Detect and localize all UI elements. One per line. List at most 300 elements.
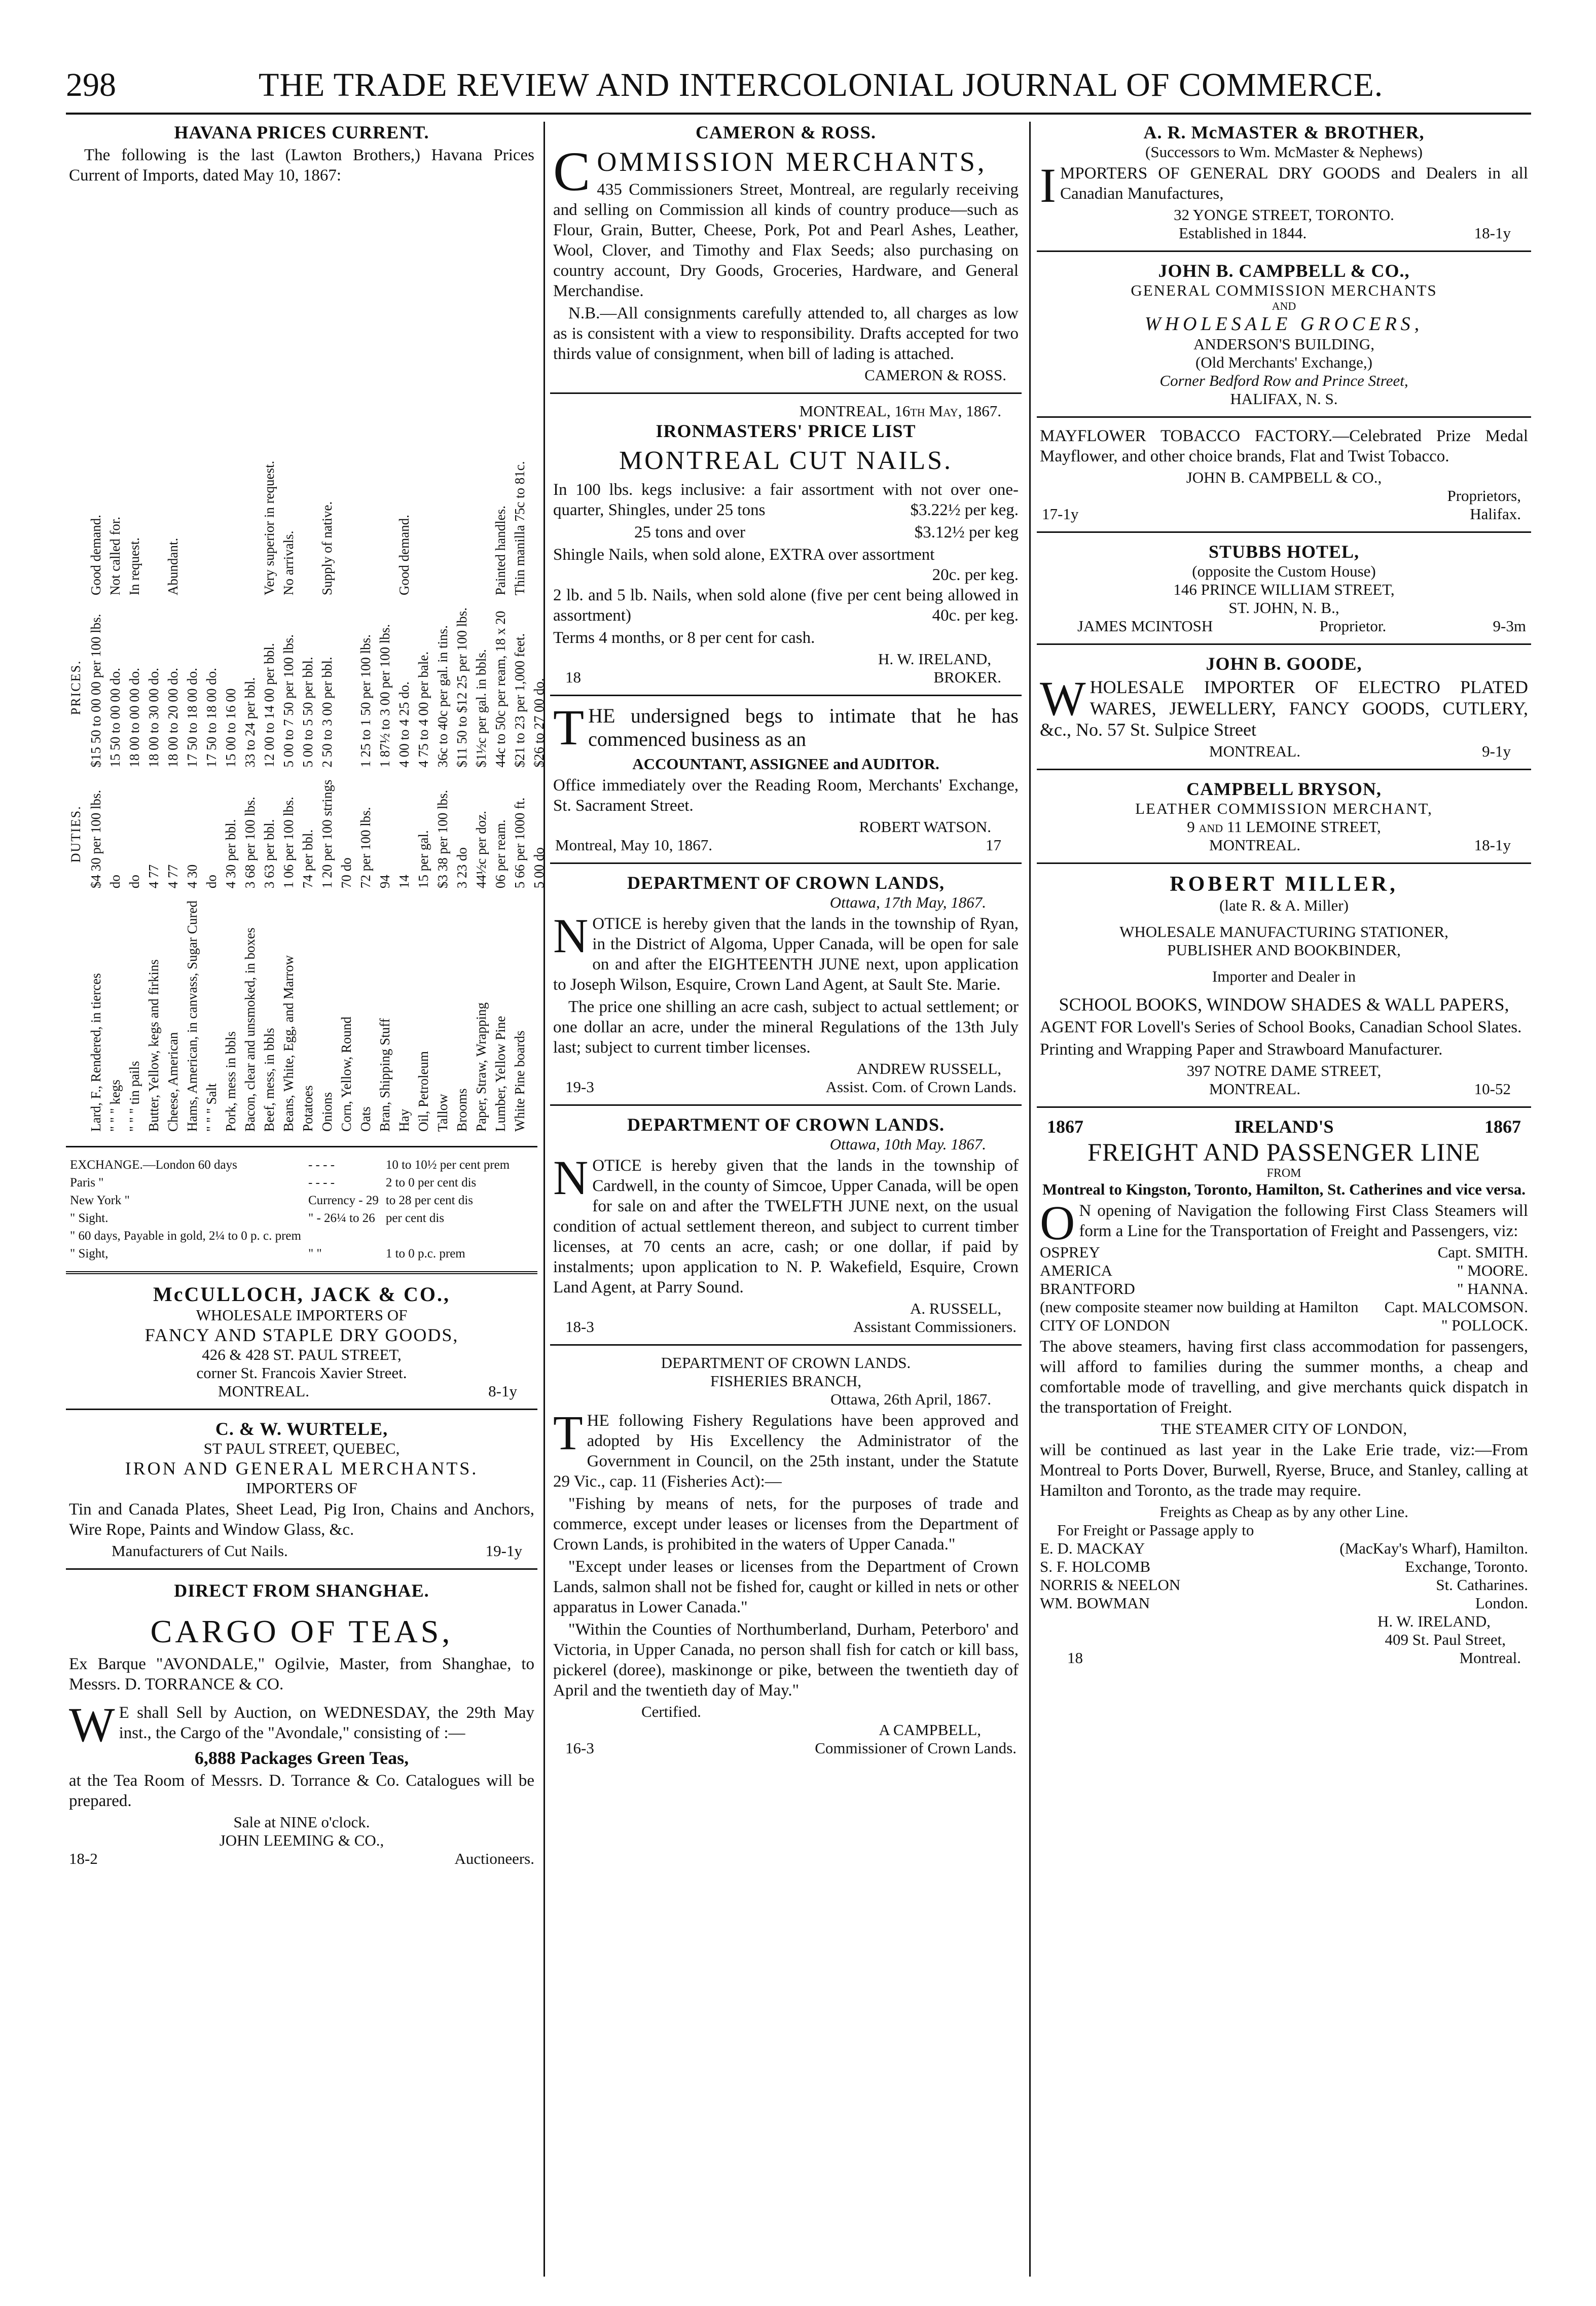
cameron-title: OMMISSION MERCHANTS, — [597, 147, 987, 177]
ireland-text2: The above steamers, having first class accommodation for passengers, will afford to families during the summer months, a cheap and comfortable mode of travelling, and give merchants quick dispatch in the transportation of Freight. — [1040, 1338, 1528, 1417]
ship-row — [1040, 1298, 1528, 1316]
remark — [356, 455, 375, 601]
mayflower-ad — [1037, 426, 1531, 523]
miller-l2: WHOLESALE MANUFACTURING STATIONER, — [1119, 923, 1448, 941]
ireland-ref: 18 — [1067, 1649, 1083, 1667]
remark: Thin manilla 75c to 81c. — [512, 461, 527, 596]
duty-value: 74 per bbl. — [300, 829, 315, 889]
teas-title: CARGO OF TEAS, — [150, 1613, 453, 1649]
exchange-cell — [383, 1228, 513, 1244]
price-row — [202, 455, 221, 1138]
goode-dropcap: W — [1040, 671, 1086, 726]
mayflower-role: Proprietors, — [1447, 487, 1521, 505]
exchange-cell: 2 to 0 per cent dis — [385, 1176, 477, 1190]
item-name: Hay — [396, 1109, 412, 1132]
mayflower-text: MAYFLOWER TOBACCO FACTORY.—Celebrated Prize Medal Mayflower, and other choice brands, Flat and Twist Tobacco. — [1040, 427, 1528, 465]
ireland-from: FROM — [1266, 1167, 1301, 1180]
price-row — [510, 455, 529, 1138]
remark: Very superior in request. — [262, 460, 277, 596]
ship-row-cell: BRANTFORD — [1040, 1280, 1135, 1298]
duty-value: 5 00 do — [531, 847, 547, 889]
stubbs-proprietor: JAMES MCINTOSH — [1077, 617, 1213, 635]
teas-count: 6,888 Packages Green Teas, — [194, 1748, 409, 1768]
column-divider — [1029, 122, 1031, 2277]
miller-l3: PUBLISHER AND BOOKBINDER, — [1167, 941, 1401, 959]
ireland-year-left: 1867 — [1047, 1116, 1083, 1137]
duty-value: 3 63 per bbl. — [262, 819, 277, 889]
journal-title: THE TRADE REVIEW AND INTERCOLONIAL JOURNAL OF COMMERCE. — [259, 66, 1384, 103]
bryson-l2: 9 and 11 LEMOINE STREET, — [1187, 818, 1381, 836]
item-name: Lumber, Yellow Pine — [493, 1016, 508, 1132]
price-row — [452, 455, 471, 1138]
stubbs-ad — [1037, 541, 1531, 635]
divider — [66, 1568, 537, 1570]
cameron-text: 435 Commissioners Street, Montreal, are regularly receiving and selling on Commission all kinds of country produce—such as Flour, Grain, Butter, Cheese, Pork, Pot and Pearl Ashes, Leather, Wool, Clover, and Timothy and Flax Seeds; also purchasing on country account, Dry Goods, Groceries, Hardware, and General Merchandise. — [553, 181, 1019, 300]
mcculloch-ref: 8-1y — [488, 1382, 517, 1400]
price-row — [279, 455, 298, 1138]
divider — [550, 1344, 1022, 1346]
ireland-ad — [1037, 1116, 1531, 1667]
exchange-row — [67, 1192, 513, 1209]
goode-ref: 9-1y — [1482, 742, 1511, 760]
miller-l1: (late R. & A. Miller) — [1219, 896, 1349, 914]
nails-ref: 18 — [565, 668, 581, 686]
nails-p1-value: $3.22½ per keg. — [910, 501, 1019, 519]
nails-p2: 25 tons and over — [634, 523, 746, 542]
havana-price-table — [66, 190, 547, 1138]
agent-row-cell: WM. BOWMAN — [1040, 1594, 1150, 1612]
goode-heading: JOHN B. GOODE, — [1206, 654, 1362, 674]
remark — [183, 455, 202, 601]
duty-value: 3 23 do — [454, 847, 469, 889]
price-value: 2 50 to 3 00 per bbl. — [319, 657, 335, 768]
duty-value: 44½c per doz. — [474, 811, 489, 889]
bryson-ad — [1037, 778, 1531, 854]
miller-ad — [1037, 872, 1531, 1098]
fisheries-q3: "Within the Counties of Northumberland, Durham, Peterboro' and Victoria, in Upper Canada, no person shall fish for catch or kill bass, pickerel (doree), maskinonge or pike, between the twentieth day of April and the twentieth day of May." — [553, 1620, 1019, 1700]
wurtele-importers: IMPORTERS OF — [246, 1479, 357, 1497]
fisheries-heading: DEPARTMENT OF CROWN LANDS. — [661, 1354, 911, 1372]
watson-sign: ROBERT WATSON. — [859, 818, 991, 836]
duty-value: 4 30 — [185, 864, 200, 889]
ireland-year-right: 1867 — [1484, 1116, 1521, 1137]
exchange-row — [67, 1174, 513, 1191]
fisheries-date: Ottawa, 26th April, 1867. — [830, 1390, 991, 1408]
exchange-cell: 1 to 0 p.c. prem — [385, 1247, 465, 1260]
price-row — [317, 455, 337, 1138]
teas-where: at the Tea Room of Messrs. D. Torrance & Co. Catalogues will be prepared. — [69, 1772, 534, 1810]
remark: Good demand. — [396, 515, 412, 596]
item-name: Potatoes — [300, 1085, 315, 1132]
divider — [550, 695, 1022, 696]
agent-row — [1040, 1539, 1528, 1558]
crown1-role: Assist. Com. of Crown Lands. — [825, 1078, 1017, 1096]
exchange-cell: EXCHANGE.—London 60 days — [70, 1158, 237, 1172]
cameron-dropcap: C — [553, 140, 593, 202]
stubbs-l3: ST. JOHN, N. B., — [1228, 599, 1339, 617]
exchange-cell: " - 26¼ to 26 — [308, 1211, 375, 1225]
nails-p2-value: $3.12½ per keg — [914, 523, 1019, 542]
price-row — [221, 455, 240, 1138]
price-value — [337, 601, 356, 773]
mcculloch-corner: corner St. Francois Xavier Street. — [196, 1364, 407, 1382]
page-number: 298 — [66, 66, 116, 103]
ireland-sign: H. W. IRELAND, — [1377, 1612, 1491, 1630]
wurtele-text: Tin and Canada Plates, Sheet Lead, Pig Iron, Chains and Anchors, Wire Rope, Paints and Window Glass, &c. — [69, 1500, 534, 1539]
duty-value: 4 77 — [146, 864, 161, 889]
remark: Not called for. — [107, 516, 123, 596]
crown1-text2: The price one shilling an acre cash, subject to actual settlement; or one dollar an acre, under the mineral Regulations of the 13th July last; subject to current timber licenses. — [553, 998, 1019, 1057]
item-name: Beef, mess, in bbls — [262, 1028, 277, 1132]
mcmaster-address: 32 YONGE STREET, TORONTO. — [1174, 206, 1394, 224]
exchange-row — [67, 1245, 513, 1262]
stubbs-role: Proprietor. — [1319, 617, 1387, 635]
fisheries-text: HE following Fishery Regulations have been approved and adopted by His Excellency the Administrator of the Government in Council, on the 25th instant, under the Statute 29 Vic., cap. 11 (Fisheries Act):— — [553, 1412, 1019, 1491]
remark: In request. — [127, 537, 142, 596]
stubbs-heading: STUBBS HOTEL, — [1208, 542, 1360, 562]
crown1-dropcap: N — [553, 909, 589, 963]
ship-row-cell: Capt. SMITH. — [1437, 1243, 1528, 1261]
price-value: 18 00 to 20 00 do. — [165, 668, 180, 768]
duty-value: 94 — [377, 875, 392, 889]
price-row — [163, 455, 183, 1138]
nails-sign: H. W. IRELAND, — [878, 650, 991, 668]
price-value: 17 50 to 18 00 do. — [204, 668, 219, 768]
mcculloch-goods: FANCY AND STAPLE DRY GOODS, — [144, 1325, 459, 1345]
price-row — [125, 455, 144, 1138]
prices-heading: PRICES. — [68, 660, 83, 715]
price-row — [298, 455, 317, 1138]
ship-row-cell: " POLLOCK. — [1441, 1316, 1528, 1334]
column-3 — [1037, 122, 1531, 2282]
duty-value: 3 68 per 100 lbs. — [242, 797, 258, 889]
item-name: Hams, American, in canvass, Sugar Cured — [185, 900, 200, 1132]
price-value: $1½c per gal. in bbls. — [474, 649, 489, 768]
price-value: 1 87½ to 3 00 per 100 lbs. — [377, 624, 392, 768]
ireland-title: FREIGHT AND PASSENGER LINE — [1087, 1138, 1480, 1166]
crown1-date: Ottawa, 17th May, 1867. — [829, 893, 986, 911]
price-row — [183, 455, 202, 1138]
item-name: Oil, Petroleum — [416, 1051, 431, 1132]
item-name: " " " kegs — [107, 1079, 123, 1132]
campbell-heading: JOHN B. CAMPBELL & CO., — [1158, 261, 1410, 281]
goode-text: HOLESALE IMPORTER OF ELECTRO PLATED WARES, JEWELLERY, FANCY GOODS, CUTLERY, &c., No. 57 St. Sulpice Street — [1040, 677, 1528, 740]
bryson-heading: CAMPBELL BRYSON, — [1186, 779, 1382, 799]
goode-ad — [1037, 653, 1531, 761]
ireland-ship-list — [1040, 1243, 1528, 1335]
campbell-l7: HALIFAX, N. S. — [1230, 390, 1338, 408]
remark: Supply of native. — [319, 501, 335, 596]
price-row — [433, 455, 452, 1138]
duty-value: 15 per gal. — [416, 830, 431, 889]
ship-row-cell: AMERICA — [1040, 1262, 1112, 1279]
price-row — [471, 455, 491, 1138]
remark — [433, 455, 452, 601]
divider — [550, 392, 1022, 394]
ireland-apply: For Freight or Passage apply to — [1057, 1521, 1254, 1539]
divider — [1037, 250, 1531, 252]
stubbs-l1: (opposite the Custom House) — [1192, 562, 1376, 580]
teas-dropcap: W — [69, 1698, 115, 1752]
ireland-city: Montreal. — [1459, 1649, 1521, 1667]
nails-ad — [550, 402, 1022, 687]
mcculloch-ad — [66, 1282, 537, 1400]
crown-lands-notice-1 — [550, 872, 1022, 1096]
agent-row-cell: London. — [1475, 1594, 1528, 1612]
nails-p3: Shingle Nails, when sold alone, EXTRA over assortment — [553, 546, 935, 564]
price-row — [337, 455, 356, 1138]
miller-heading: ROBERT MILLER, — [1170, 873, 1398, 896]
exchange-cell: " " — [308, 1247, 322, 1260]
price-value: 15 00 to 16 00 — [223, 688, 238, 768]
teas-text: E shall Sell by Auction, on WEDNESDAY, the 29th May inst., the Cargo of the "Avondale," consisting of :— — [119, 1704, 534, 1742]
duty-value: $4 30 per 100 lbs. — [88, 789, 103, 889]
price-row — [144, 455, 163, 1138]
price-value: 17 50 to 18 00 do. — [185, 668, 200, 768]
ireland-dropcap: O — [1040, 1196, 1075, 1250]
duty-value: 72 per 100 lbs. — [358, 807, 373, 889]
divider — [1037, 531, 1531, 533]
remark — [221, 455, 240, 601]
nails-p4-value: 40c. per keg. — [932, 606, 1019, 625]
campbell-l5: (Old Merchants' Exchange,) — [1195, 353, 1373, 371]
mcculloch-address: 426 & 428 ST. PAUL STREET, — [202, 1346, 402, 1363]
divider — [66, 1146, 537, 1147]
price-value: 12 00 to 14 00 per bbl. — [262, 643, 277, 768]
nails-p4: 2 lb. and 5 lb. Nails, when sold alone (five per cent being allowed in assortment) — [553, 586, 1019, 625]
duty-value: do — [107, 875, 123, 889]
price-row — [529, 455, 549, 1138]
remark — [414, 455, 433, 601]
item-name: " " " tin pails — [127, 1061, 142, 1132]
fisheries-notice — [550, 1354, 1022, 1757]
ireland-address: 409 St. Paul Street, — [1385, 1631, 1506, 1648]
exchange-table — [66, 1156, 514, 1263]
mcculloch-city: MONTREAL. — [218, 1382, 309, 1400]
miller-l4: Importer and Dealer in — [1212, 967, 1356, 985]
teas-heading: DIRECT FROM SHANGHAE. — [174, 1580, 429, 1601]
miller-l7: Printing and Wrapping Paper and Strawboard Manufacturer. — [1040, 1040, 1443, 1059]
item-name: Pork, mess in bbls — [223, 1031, 238, 1132]
wurtele-mfr: Manufacturers of Cut Nails. — [112, 1542, 288, 1560]
item-name: Lard, F., Rendered, in tierces — [88, 973, 103, 1132]
watson-ref: 17 — [986, 836, 1001, 854]
price-value: $26 to 27 00 do. — [531, 678, 547, 768]
price-value: 4 75 to 4 00 per bale. — [416, 651, 431, 768]
agent-row-cell: E. D. MACKAY — [1040, 1539, 1145, 1557]
price-row — [86, 455, 105, 1138]
exchange-cell: Currency - 29 — [308, 1194, 379, 1207]
cameron-sign: CAMERON & ROSS. — [864, 366, 1006, 384]
nails-heading: IRONMASTERS' PRICE LIST — [656, 421, 916, 441]
item-name: Onions — [319, 1092, 335, 1132]
nails-role: BROKER. — [933, 668, 1001, 686]
crown1-text: OTICE is hereby given that the lands in the township of Ryan, in the District of Algoma, Upper Canada, will be open for sale on and after the EIGHTEENTH JUNE next, upon application to Joseph Wilson, Esquire, Crown Land Agent, at Sault Ste. Marie. — [553, 915, 1019, 994]
watson-office: Office immediately over the Reading Room, Merchants' Exchange, St. Sacrament Street. — [553, 776, 1019, 815]
remark — [202, 455, 221, 601]
fisheries-role: Commissioner of Crown Lands. — [815, 1739, 1017, 1757]
divider — [550, 1104, 1022, 1106]
teas-ref: 18-2 — [69, 1850, 98, 1867]
exchange-row — [67, 1157, 513, 1173]
watson-dropcap: T — [553, 699, 585, 755]
nails-title: MONTREAL CUT NAILS. — [619, 446, 953, 475]
item-name: Butter, Yellow, kegs and firkins — [146, 959, 161, 1132]
divider — [1037, 643, 1531, 645]
cameron-ad — [550, 122, 1022, 384]
ship-row — [1040, 1316, 1528, 1335]
price-value: 15 50 to 00 00 do. — [107, 668, 123, 768]
exchange-cell: per cent dis — [385, 1211, 445, 1225]
column-1 — [66, 122, 547, 2282]
duty-value: 14 — [396, 875, 412, 889]
price-row — [105, 455, 125, 1138]
price-row — [260, 455, 279, 1138]
fisheries-dropcap: T — [553, 1406, 583, 1460]
divider — [66, 1271, 537, 1274]
ireland-agent-list — [1040, 1539, 1528, 1612]
duty-value: $3 38 per 100 lbs. — [435, 789, 450, 889]
remark: Good demand. — [88, 515, 103, 596]
crown2-ref: 18-3 — [565, 1318, 594, 1336]
crown2-date: Ottawa, 10th May. 1867. — [829, 1135, 986, 1153]
column-2 — [550, 122, 1022, 2282]
agent-row — [1040, 1576, 1528, 1594]
crown2-heading: DEPARTMENT OF CROWN LANDS. — [627, 1114, 945, 1135]
exchange-cell: New York " — [70, 1194, 130, 1207]
remark — [471, 455, 491, 601]
mcmaster-dropcap: I — [1040, 158, 1056, 212]
nails-date: MONTREAL, 16th May, 1867. — [799, 402, 1001, 420]
item-name: White Pine boards — [512, 1030, 527, 1132]
price-value: 5 00 to 7 50 per 100 lbs. — [281, 634, 296, 768]
bryson-city: MONTREAL. — [1209, 836, 1300, 854]
fisheries-certified: Certified. — [641, 1703, 701, 1720]
price-value: 18 00 to 00 00 do. — [127, 668, 142, 768]
goode-city: MONTREAL. — [1209, 742, 1300, 760]
price-value: 4 00 to 4 25 do. — [396, 681, 412, 768]
exchange-row — [67, 1228, 513, 1244]
ship-row-cell: " HANNA. — [1457, 1280, 1528, 1298]
crown2-role: Assistant Commissioners. — [853, 1318, 1017, 1336]
fisheries-branch: FISHERIES BRANCH, — [710, 1372, 861, 1390]
item-name: Tallow — [435, 1094, 450, 1132]
campbell-l3: WHOLESALE GROCERS, — [1144, 313, 1424, 335]
fisheries-ref: 16-3 — [565, 1739, 594, 1757]
mayflower-ref: 17-1y — [1042, 505, 1079, 523]
duty-value: 5 66 per 1000 ft. — [512, 797, 527, 889]
teas-sale: Sale at NINE o'clock. — [233, 1813, 370, 1831]
price-value: $15 50 to 00 00 per 100 lbs. — [88, 614, 103, 768]
remark — [298, 455, 317, 601]
divider — [1037, 1106, 1531, 1108]
teas-ad — [66, 1580, 537, 1868]
price-row — [240, 455, 260, 1138]
item-name — [529, 894, 549, 1138]
mcmaster-ref: 18-1y — [1474, 224, 1511, 242]
ship-row-cell: (new composite steamer now building at Hamilton — [1040, 1298, 1359, 1316]
item-name: Corn, Yellow, Round — [339, 1016, 354, 1132]
watson-role: ACCOUNTANT, ASSIGNEE and AUDITOR. — [632, 755, 939, 773]
agent-row-cell: NORRIS & NEELON — [1040, 1576, 1181, 1594]
exchange-cell: 10 to 10½ per cent prem — [385, 1158, 510, 1172]
havana-table-wrap — [66, 190, 547, 1138]
divider — [66, 1409, 537, 1410]
watson-ad — [550, 699, 1022, 854]
duty-value: do — [127, 875, 142, 889]
watson-date: Montreal, May 10, 1867. — [555, 836, 712, 854]
wurtele-trade: IRON AND GENERAL MERCHANTS. — [125, 1458, 479, 1479]
divider — [1037, 769, 1531, 770]
remark — [452, 455, 471, 601]
ireland-sub: THE STEAMER CITY OF LONDON, — [1160, 1420, 1407, 1437]
crown2-sign: A. RUSSELL, — [910, 1300, 1001, 1317]
stubbs-ref: 9-3m — [1493, 617, 1526, 635]
ireland-text3: will be continued as last year in the Lake Erie trade, viz:—From Montreal to Ports Dover, Burwell, Ryerse, Bruce, and Stanley, calling at Hamilton and Toronto, as the trade may require. — [1040, 1441, 1528, 1500]
ireland-cheap: Freights as Cheap as by any other Line. — [1159, 1503, 1408, 1521]
price-value: 1 25 to 1 50 per 100 lbs. — [358, 634, 373, 768]
exchange-cell: " 60 days, Payable in gold, 2¼ to 0 p. c. prem — [70, 1229, 301, 1243]
bryson-l1: LEATHER COMMISSION MERCHANT, — [1135, 800, 1433, 817]
cameron-nb: N.B.—All consignments carefully attended to, all charges as low as is consistent with a view to responsibility. Drafts accepted for two thirds value of consignment, when bill of lading is attached. — [553, 304, 1019, 363]
duty-value: 4 30 per bbl. — [223, 819, 238, 889]
fisheries-sign: A CAMPBELL, — [879, 1721, 981, 1739]
remark: No arrivals. — [281, 530, 296, 596]
fisheries-q1: "Fishing by means of nets, for the purposes of trade and commerce, except under leases or licenses from the Department of Crown Lands, is prohibited in the waters of Upper Canada." — [553, 1495, 1019, 1554]
cameron-heading: CAMERON & ROSS. — [695, 122, 876, 142]
ireland-heading: IRELAND'S — [1234, 1116, 1334, 1137]
item-name: " " " Salt — [204, 1083, 219, 1132]
miller-l6: AGENT FOR Lovell's Series of School Books, Canadian School Slates. — [1040, 1018, 1522, 1036]
exchange-row — [67, 1210, 513, 1227]
price-row — [491, 455, 510, 1138]
miller-city: MONTREAL. — [1209, 1080, 1300, 1098]
nails-p1: In 100 lbs. kegs inclusive: a fair assortment with not over one-quarter, Shingles, under 25 tons — [553, 481, 1019, 519]
ship-row-cell: " MOORE. — [1457, 1262, 1528, 1279]
stubbs-l2: 146 PRINCE WILLIAM STREET, — [1173, 581, 1395, 598]
ireland-text: N opening of Navigation the following First Class Steamers will form a Line for the Transportation of Freight and Passengers, viz: — [1079, 1202, 1528, 1240]
watson-text: HE undersigned begs to intimate that he has commenced business as an — [588, 704, 1019, 750]
ship-row-cell: OSPREY — [1040, 1243, 1100, 1261]
teas-sub: Ex Barque "AVONDALE," Ogilvie, Master, from Shanghae, to Messrs. D. TORRANCE & CO. — [69, 1655, 534, 1694]
fisheries-q2: "Except under leases or licenses from the Department of Crown Lands, salmon shall not be fished for, caught or killed in nets or other apparatus in Lower Canada." — [553, 1558, 1019, 1616]
price-value: $21 to 23 per 1,000 feet. — [512, 633, 527, 768]
ship-row — [1040, 1262, 1528, 1280]
mcmaster-text: MPORTERS OF GENERAL DRY GOODS and Dealers in all Canadian Manufactures, — [1060, 164, 1528, 203]
havana-heading: HAVANA PRICES CURRENT. — [174, 122, 429, 142]
mcmaster-ad — [1037, 122, 1531, 242]
crown1-ref: 19-3 — [565, 1078, 594, 1096]
havana-intro: The following is the last (Lawton Brothers,) Havana Prices Current of Imports, dated May 10, 1867: — [69, 146, 534, 185]
mcmaster-est: Established in 1844. — [1179, 224, 1307, 242]
campbell-l4: ANDERSON'S BUILDING, — [1193, 335, 1374, 353]
agent-row-cell: St. Catharines. — [1436, 1576, 1528, 1594]
crown1-heading: DEPARTMENT OF CROWN LANDS, — [627, 873, 945, 893]
item-name: Oats — [358, 1106, 373, 1132]
page-header — [66, 61, 1531, 112]
campbell-l6: Corner Bedford Row and Prince Street, — [1159, 372, 1408, 389]
exchange-cell: " Sight. — [70, 1211, 108, 1225]
ship-row — [1040, 1280, 1528, 1298]
agent-row — [1040, 1594, 1528, 1612]
agent-row-cell: Exchange, Toronto. — [1405, 1558, 1528, 1575]
exchange-cell: to 28 per cent dis — [385, 1194, 474, 1207]
item-name: Paper, Straw, Wrapping — [474, 1002, 489, 1132]
duty-value: 4 77 — [165, 864, 180, 889]
wurtele-street: ST PAUL STREET, QUEBEC, — [203, 1439, 400, 1457]
item-name: Bran, Shipping Stuff — [377, 1018, 392, 1132]
agent-row — [1040, 1558, 1528, 1576]
